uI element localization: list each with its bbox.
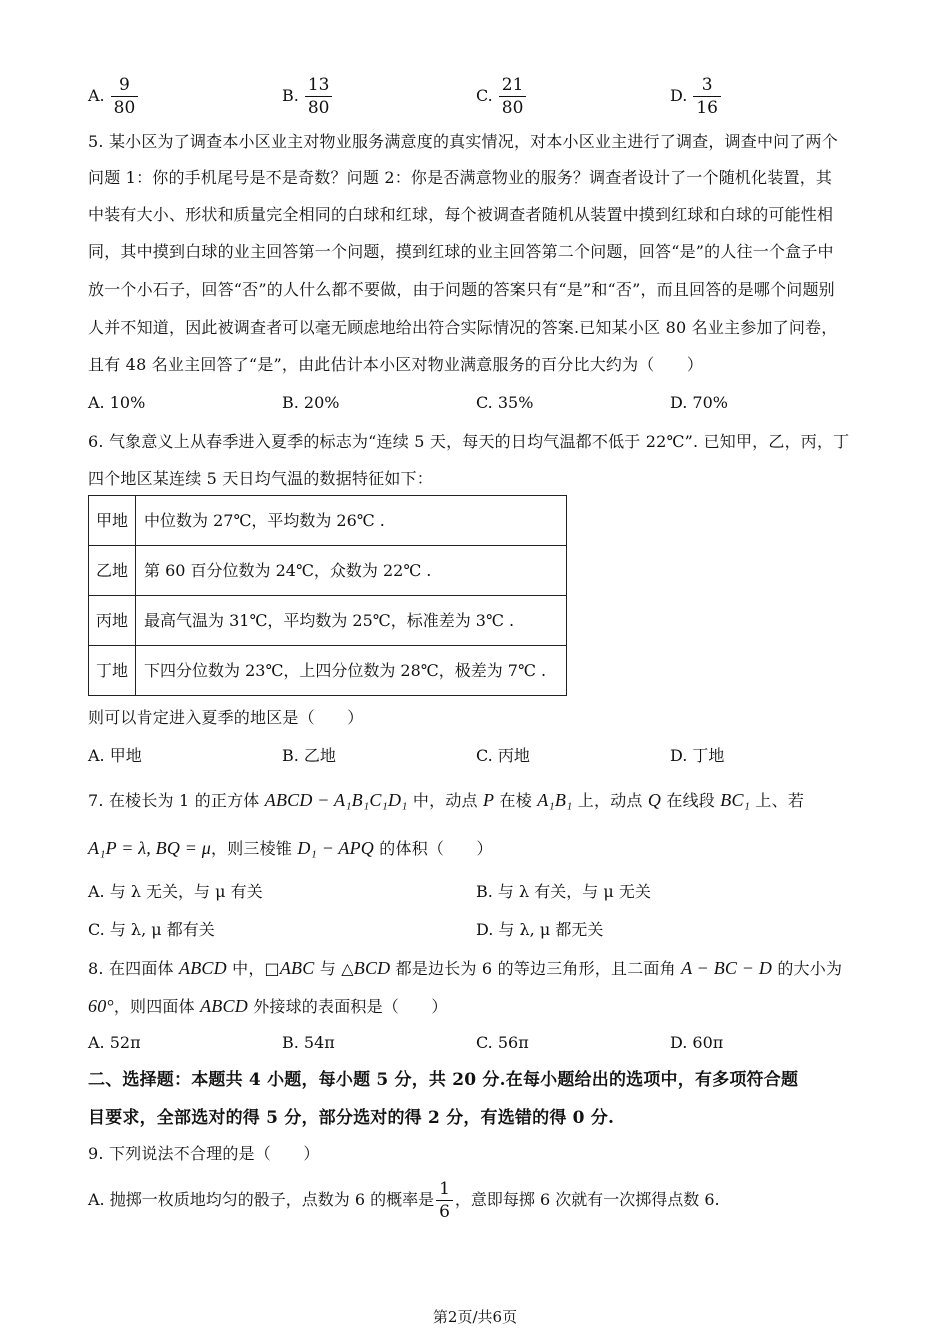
q7-option-c[interactable]: C. 与 λ, μ 都有关 xyxy=(88,920,215,939)
math: ABCD xyxy=(200,996,248,1016)
q6-option-a[interactable]: A. 甲地 xyxy=(88,746,142,765)
text: 的大小为 xyxy=(772,959,843,978)
q4-option-a[interactable] xyxy=(88,74,138,119)
numerator: 1 xyxy=(436,1178,453,1201)
q5-line: 放一个小石子，回答“否”的人什么都不要做，由于问题的答案只有“是”和“否”，而且回答的是哪个问题别 xyxy=(88,280,835,299)
q8-option-d[interactable]: D. 60π xyxy=(670,1033,724,1052)
section2-heading-line1: 二、选择题：本题共 4 小题，每小题 5 分，共 20 分.在每小题给出的选项中，有多项符合题 xyxy=(88,1070,799,1090)
q6-option-c[interactable]: C. 丙地 xyxy=(476,746,530,765)
math: ABC xyxy=(279,958,315,978)
math: P xyxy=(483,790,495,810)
option-letter: B. xyxy=(282,86,299,105)
description-cell: 中位数为 27℃，平均数为 26℃ . xyxy=(136,496,567,546)
q5-line: 中装有大小、形状和质量完全相同的白球和红球，每个被调查者随机从装置中摸到红球和白球的可能性相 xyxy=(88,205,834,224)
q9-option-a[interactable] xyxy=(88,1176,720,1224)
math: A₁P = λ, BQ = μ xyxy=(88,838,212,858)
text: ，则三棱锥 xyxy=(211,839,298,858)
math: ABCD xyxy=(179,958,227,978)
text: 外接球的表面积是（ ） xyxy=(247,997,448,1016)
denominator: 80 xyxy=(113,98,136,118)
region-cell: 丁地 xyxy=(89,646,136,696)
q8-line2 xyxy=(88,994,878,1019)
q6-option-d[interactable]: D. 丁地 xyxy=(670,746,725,765)
q5-option-c[interactable]: C. 35% xyxy=(476,393,534,412)
math: D₁ − APQ xyxy=(297,838,375,858)
math: BCD xyxy=(353,958,391,978)
description-cell: 下四分位数为 23℃，上四分位数为 28℃，极差为 7℃ . xyxy=(136,646,567,696)
q7-option-a[interactable]: A. 与 λ 无关，与 μ 有关 xyxy=(88,882,263,901)
math: 60° xyxy=(88,996,114,1016)
q7-option-d[interactable]: D. 与 λ, μ 都无关 xyxy=(476,920,604,939)
region-cell: 甲地 xyxy=(89,496,136,546)
region-cell: 乙地 xyxy=(89,546,136,596)
text: 在棱 xyxy=(494,791,538,810)
text: ，则四面体 xyxy=(113,997,201,1016)
table-row xyxy=(89,496,567,546)
option-letter: A. xyxy=(88,86,105,105)
math: Q xyxy=(647,790,662,810)
text: 的体积（ ） xyxy=(374,839,493,858)
q5-line: 同，其中摸到白球的业主回答第一个问题，摸到红球的业主回答第二个问题，回答“是”的人往一个盒子中 xyxy=(88,242,834,261)
q4-option-b[interactable] xyxy=(282,74,332,119)
q5-line: 5. 某小区为了调查本小区业主对物业服务满意度的真实情况，对本小区业主进行了调查，调查中问了两个 xyxy=(88,132,838,151)
option-letter: D. xyxy=(670,86,688,105)
text: 8. 在四面体 xyxy=(88,959,180,978)
q8-option-a[interactable]: A. 52π xyxy=(88,1033,141,1052)
option-letter: C. xyxy=(476,86,493,105)
math: A − BC − D xyxy=(681,958,773,978)
numerator: 3 xyxy=(693,74,721,97)
section2-heading-line2: 目要求，全部选对的得 5 分，部分选对的得 2 分，有选错的得 0 分. xyxy=(88,1108,615,1128)
q7-line2 xyxy=(88,836,878,861)
math: A₁B₁ xyxy=(537,790,573,810)
q5-line: 且有 48 名业主回答了“是”，由此估计本小区对物业满意服务的百分比大约为（ ） xyxy=(88,355,704,374)
fraction xyxy=(693,74,721,119)
numerator: 9 xyxy=(111,74,139,97)
text: A. 抛掷一枚质地均匀的骰子，点数为 6 的概率是 xyxy=(88,1190,435,1209)
fraction xyxy=(499,74,527,119)
q8-option-b[interactable]: B. 54π xyxy=(282,1033,335,1052)
table-row xyxy=(89,596,567,646)
q5-line: 问题 1：你的手机尾号是不是奇数？问题 2：你是否满意物业的服务？调查者设计了一个随机化装置，其 xyxy=(88,168,833,187)
q6-question: 则可以肯定进入夏季的地区是（ ） xyxy=(88,708,364,727)
q4-option-c[interactable] xyxy=(476,74,526,119)
q6-line: 四个地区某连续 5 天日均气温的数据特征如下： xyxy=(88,469,433,488)
q8-line1 xyxy=(88,956,878,981)
q7-line1 xyxy=(88,788,878,813)
denominator: 80 xyxy=(501,98,524,118)
q4-option-d[interactable] xyxy=(670,74,721,119)
text: ，意即每掷 6 次就有一次掷得点数 6. xyxy=(454,1190,720,1209)
fraction xyxy=(111,74,139,119)
table-row xyxy=(89,546,567,596)
region-cell: 丙地 xyxy=(89,596,136,646)
description-cell: 最高气温为 31℃，平均数为 25℃，标准差为 3℃ . xyxy=(136,596,567,646)
fraction xyxy=(305,74,333,119)
q5-option-b[interactable]: B. 20% xyxy=(282,393,340,412)
temperature-table xyxy=(88,495,567,696)
q9-stem: 9. 下列说法不合理的是（ ） xyxy=(88,1144,320,1163)
denominator: 6 xyxy=(439,1202,450,1222)
numerator: 13 xyxy=(305,74,333,97)
q6-line: 6. 气象意义上从春季进入夏季的标志为“连续 5 天，每天的日均气温都不低于 22℃”. 已知甲，乙，丙，丁 xyxy=(88,432,850,451)
math: ABCD − A₁B₁C₁D₁ xyxy=(264,790,408,810)
text: 在线段 xyxy=(661,791,721,810)
text: 上，动点 xyxy=(572,791,648,810)
text: 中，□ xyxy=(226,959,280,978)
description-cell: 第 60 百分位数为 24℃，众数为 22℃ . xyxy=(136,546,567,596)
q5-option-d[interactable]: D. 70% xyxy=(670,393,728,412)
q5-line: 人并不知道，因此被调查者可以毫无顾虑地给出符合实际情况的答案.已知某小区 80 名业主参加了问卷， xyxy=(88,318,838,337)
text: 上、若 xyxy=(750,791,805,810)
denominator: 16 xyxy=(696,98,718,118)
text: 都是边长为 6 的等边三角形，且二面角 xyxy=(390,959,682,978)
table-row xyxy=(89,646,567,696)
text: 7. 在棱长为 1 的正方体 xyxy=(88,791,265,810)
math: BC₁ xyxy=(720,790,751,810)
q5-option-a[interactable]: A. 10% xyxy=(88,393,146,412)
text: 中，动点 xyxy=(407,791,484,810)
denominator: 80 xyxy=(307,98,330,118)
fraction xyxy=(436,1178,453,1223)
page-number: 第2页/共6页 xyxy=(432,1308,518,1326)
numerator: 21 xyxy=(499,74,527,97)
text: 与 △ xyxy=(314,959,354,978)
q6-option-b[interactable]: B. 乙地 xyxy=(282,746,336,765)
q8-option-c[interactable]: C. 56π xyxy=(476,1033,529,1052)
q7-option-b[interactable]: B. 与 λ 有关，与 μ 无关 xyxy=(476,882,651,901)
